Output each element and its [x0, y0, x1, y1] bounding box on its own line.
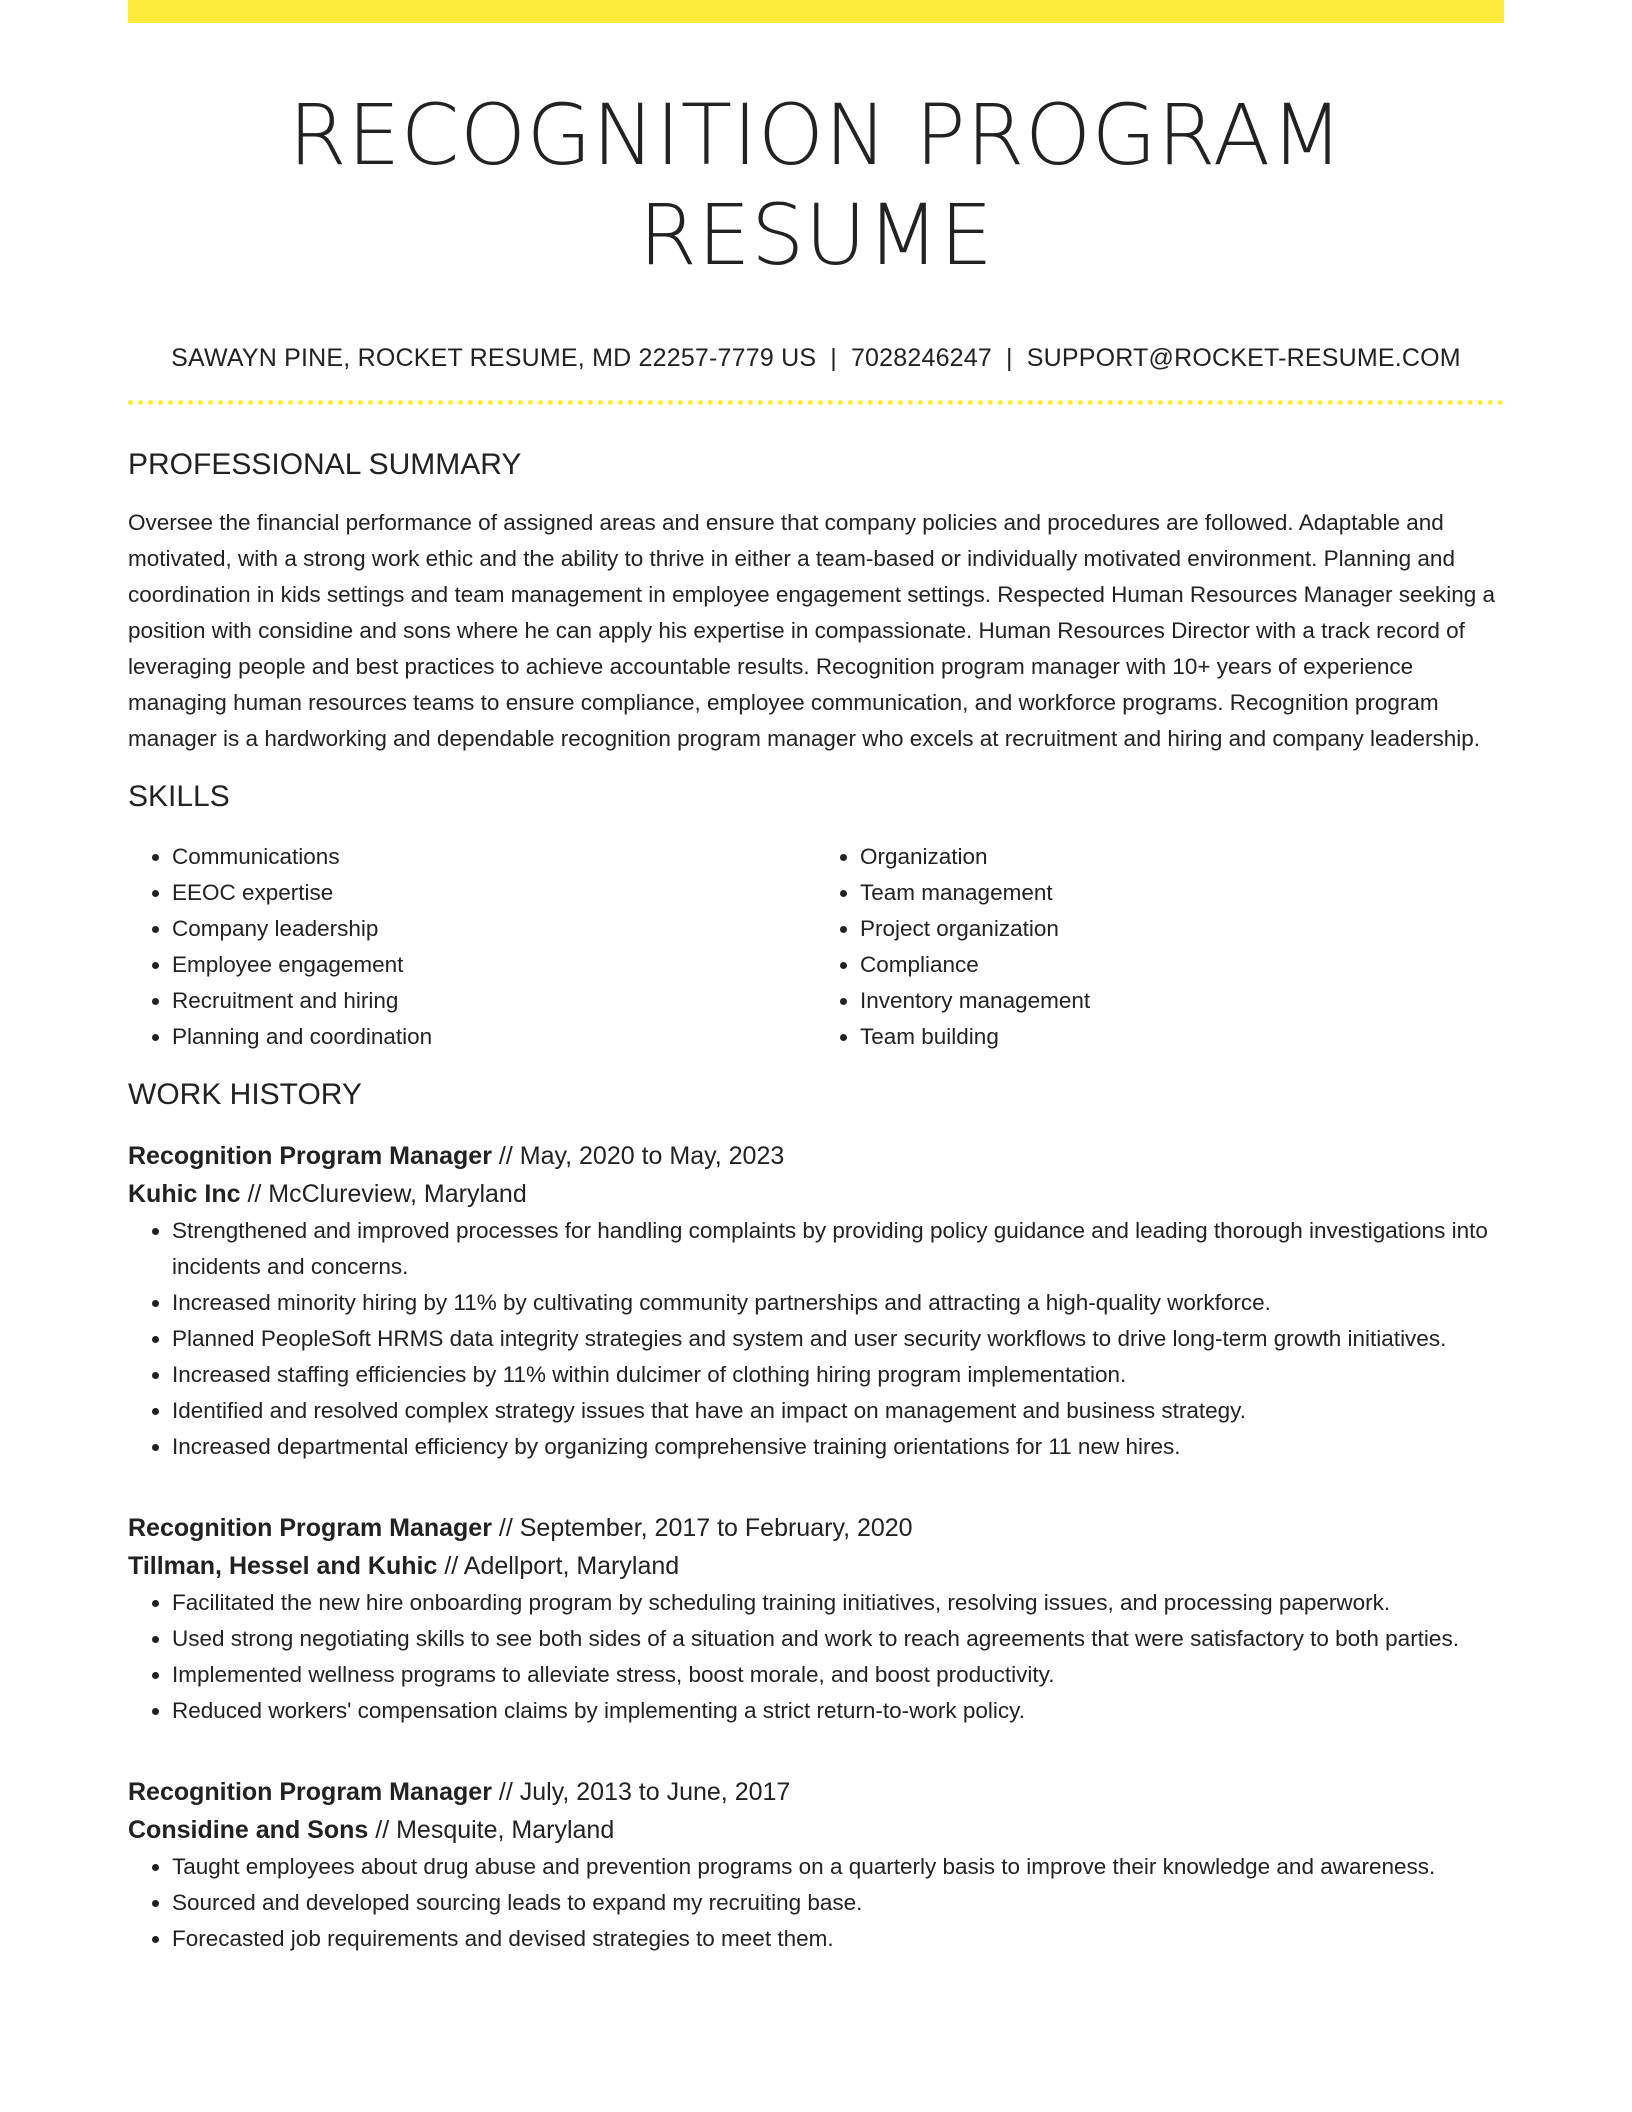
- dotted-divider: [128, 400, 1504, 405]
- job-title-line: [128, 1773, 1504, 1811]
- job-header: [128, 1509, 1504, 1585]
- job-title: Recognition Program Manager: [128, 1142, 492, 1170]
- job-bullet: • Reduced workers' compensation claims by implementing a strict return-to-work policy.: [172, 1693, 1504, 1729]
- job-location: // McClureview, Maryland: [247, 1180, 527, 1208]
- job-bullet: • Facilitated the new hire onboarding program by scheduling training initiatives, resolving issues, and processing paperwork.: [172, 1585, 1504, 1621]
- contact-email[interactable]: SUPPORT@ROCKET-RESUME.COM: [1026, 344, 1461, 372]
- job-bullet: • Increased minority hiring by 11% by cultivating community partnerships and attracting a high-quality workforce.: [172, 1285, 1504, 1321]
- job-bullets: [128, 1213, 1504, 1465]
- skills-column-right: [816, 839, 1504, 1055]
- job-company: Considine and Sons: [128, 1816, 369, 1844]
- job-bullet: • Increased departmental efficiency by organizing comprehensive training orientations for 11 new hires.: [172, 1429, 1504, 1465]
- summary-text: Oversee the financial performance of assigned areas and ensure that company policies and procedures are followed. Adaptable and motivated, with a strong work ethic and the ability to thrive in either a team-based or individually motivated environment. Planning and coordination in kids settings and team management in employee engagement settings. Respected Human Resources Manager seeking a position with considine and sons where he can apply his expertise in compassionate. Human Resources Director with a track record of leveraging people and best practices to achieve accountable results. Recognition program manager with 10+ years of experience managing human resources teams to ensure compliance, employee communication, and workforce programs. Recognition program manager is a hardworking and dependable recognition program manager who excels at recruitment and hiring and company leadership.: [128, 510, 1496, 751]
- job-location: // Mesquite, Maryland: [375, 1816, 615, 1844]
- contact-address: SAWAYN PINE, ROCKET RESUME, MD 22257-7779 US: [171, 344, 817, 372]
- job-bullets: [128, 1849, 1504, 1957]
- job-bullet: • Strengthened and improved processes for handling complaints by providing policy guidance and leading thorough investigations into incidents and concerns.: [172, 1213, 1504, 1285]
- job-dates: // September, 2017 to February, 2020: [498, 1514, 913, 1542]
- summary-heading: PROFESSIONAL SUMMARY: [128, 448, 522, 481]
- work-history-heading: WORK HISTORY: [128, 1078, 362, 1111]
- contact-phone[interactable]: 7028246247: [850, 344, 992, 372]
- skill-item: • Communications: [172, 839, 816, 875]
- job-company-line: [128, 1175, 1504, 1213]
- job-bullet: • Taught employees about drug abuse and prevention programs on a quarterly basis to improve their knowledge and awareness.: [172, 1849, 1504, 1885]
- job-entry: [128, 1773, 1504, 1957]
- skill-item: • Planning and coordination: [172, 1019, 816, 1055]
- skill-item: • Team management: [860, 875, 1504, 911]
- skill-item: • Organization: [860, 839, 1504, 875]
- job-bullet: • Used strong negotiating skills to see both sides of a situation and work to reach agreements that were satisfactory to both parties.: [172, 1621, 1504, 1657]
- skill-item: • Team building: [860, 1019, 1504, 1055]
- job-title: Recognition Program Manager: [128, 1778, 492, 1806]
- job-location: // Adellport, Maryland: [444, 1552, 680, 1580]
- job-title-line: [128, 1509, 1504, 1547]
- job-title: Recognition Program Manager: [128, 1514, 492, 1542]
- contact-separator: |: [1006, 344, 1013, 372]
- page-title: RECOGNITION PROGRAM RESUME: [288, 86, 1344, 284]
- job-entry: [128, 1509, 1504, 1729]
- job-bullet: • Sourced and developed sourcing leads to expand my recruiting base.: [172, 1885, 1504, 1921]
- skill-item: • Employee engagement: [172, 947, 816, 983]
- contact-separator: |: [830, 344, 837, 372]
- skill-item: • Company leadership: [172, 911, 816, 947]
- resume-page: [128, 0, 1504, 1957]
- job-bullet: • Increased staffing efficiencies by 11% within dulcimer of clothing hiring program implementation.: [172, 1357, 1504, 1393]
- job-bullet: • Planned PeopleSoft HRMS data integrity strategies and system and user security workflows to drive long-term growth initiatives.: [172, 1321, 1504, 1357]
- job-bullet: • Forecasted job requirements and devised strategies to meet them.: [172, 1921, 1504, 1957]
- job-header: [128, 1137, 1504, 1213]
- skill-item: • Project organization: [860, 911, 1504, 947]
- job-title-line: [128, 1137, 1504, 1175]
- job-company: Kuhic Inc: [128, 1180, 241, 1208]
- job-entry: [128, 1137, 1504, 1465]
- skill-item: • Compliance: [860, 947, 1504, 983]
- job-dates: // May, 2020 to May, 2023: [498, 1142, 785, 1170]
- skills-column-left: [128, 839, 816, 1055]
- job-company: Tillman, Hessel and Kuhic: [128, 1552, 438, 1580]
- job-company-line: [128, 1811, 1504, 1849]
- job-company-line: [128, 1547, 1504, 1585]
- top-accent-bar: [128, 0, 1504, 23]
- job-dates: // July, 2013 to June, 2017: [498, 1778, 791, 1806]
- job-bullet: • Implemented wellness programs to alleviate stress, boost morale, and boost productivity.: [172, 1657, 1504, 1693]
- skill-item: • Recruitment and hiring: [172, 983, 816, 1019]
- job-header: [128, 1773, 1504, 1849]
- skills-list: [128, 839, 1504, 1055]
- job-bullets: [128, 1585, 1504, 1729]
- job-bullet: • Identified and resolved complex strategy issues that have an impact on management and business strategy.: [172, 1393, 1504, 1429]
- skills-heading: SKILLS: [128, 780, 230, 813]
- skill-item: • Inventory management: [860, 983, 1504, 1019]
- skill-item: • EEOC expertise: [172, 875, 816, 911]
- contact-line: [128, 343, 1504, 373]
